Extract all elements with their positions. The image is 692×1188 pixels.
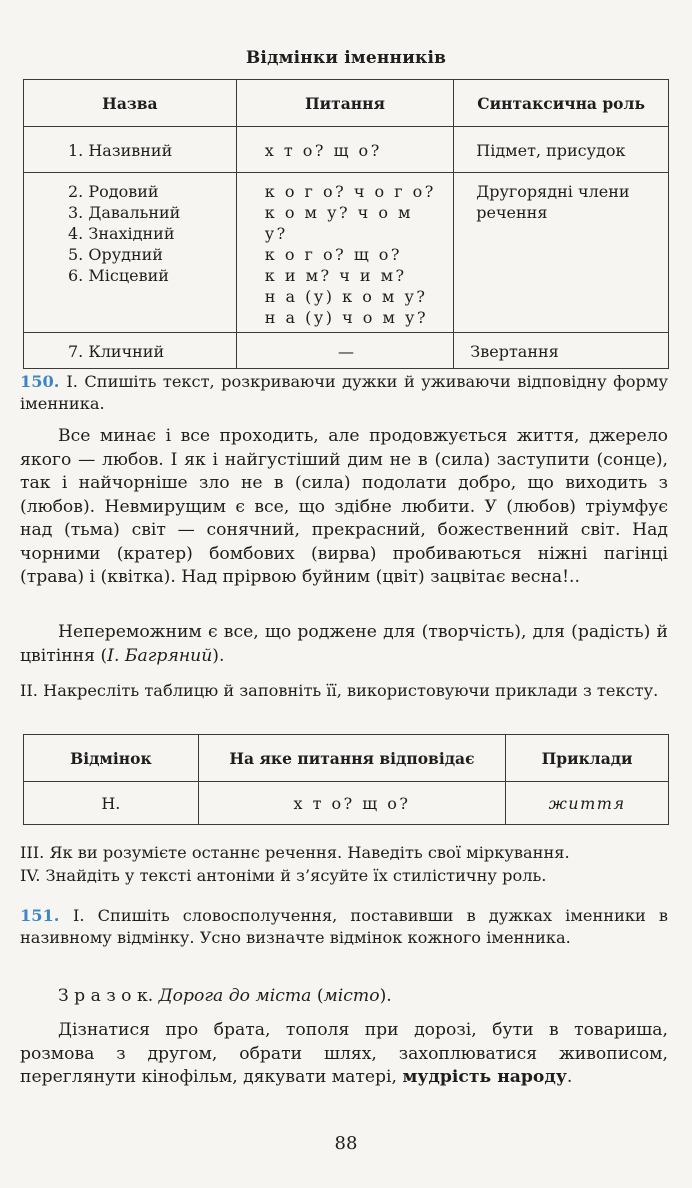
table-row <box>24 127 669 173</box>
case-question: х т о? щ о? <box>236 127 454 173</box>
case-name: 1. Називний <box>24 127 237 173</box>
header-role: Синтаксична роль <box>454 80 669 127</box>
table-header-row <box>24 735 669 782</box>
case-questions-cell <box>236 173 454 333</box>
exercise-150-task-3: ІІІ. Як ви розумієте останнє речення. Наведіть свої міркування. <box>20 843 570 862</box>
case-role: Підмет, присудок <box>454 127 669 173</box>
exercise-151-task-1 <box>20 905 668 948</box>
case-question: н а (у) к о м у? <box>264 287 428 306</box>
exercise-150-task-1 <box>20 371 668 414</box>
case-question: к о г о? щ о? <box>264 245 402 264</box>
table-row <box>24 173 669 333</box>
page-number: 88 <box>334 1133 358 1154</box>
exercise-number: 150. <box>20 372 60 391</box>
exercise-150-text-p1: Все минає і все проходить, але продовжується життя, джерело якого — любов. І як і найгустіший дим не в (сила) заступити (сонце), так і найчорніше зло не в (сила) подолати добро, що виходить з (любов). Невмирущим є все, що здібне любити. У (любов) тріумфує над (тьма) світ — сонячний, прекрасний, божественний світ. Над чорними (кратер) бомбових (вирва) пробиваються ніжні пагінці (трава) і (квітка). Над прірвою буйним (цвіт) зацвітає весна!.. <box>20 426 668 587</box>
text: Непереможним є все, що роджене для (творчість), для (радість) й цвітіння ( <box>20 622 668 666</box>
case-name: 4. Знахідний <box>68 224 175 243</box>
table-row <box>24 782 669 825</box>
case-question: н а (у) ч о м у? <box>264 308 429 327</box>
bold-text: мудрість народу <box>402 1067 567 1087</box>
case-names-cell <box>24 173 237 333</box>
case-question: — <box>236 333 454 369</box>
question-cell: х т о? щ о? <box>198 782 505 825</box>
example-table <box>23 734 669 825</box>
sample-text: Дорога до міста <box>158 986 312 1006</box>
case-question: к о г о? ч о г о? <box>264 182 436 201</box>
header-case: Відмінок <box>24 735 199 782</box>
header-examples: Приклади <box>506 735 669 782</box>
case-name: 5. Орудний <box>68 245 163 264</box>
case-role: Звертання <box>454 333 669 369</box>
case-role: Другорядні члени речення <box>454 173 669 333</box>
task-text: І. Спишіть текст, розкриваючи дужки й уживаючи відповідну форму іменника. <box>20 372 668 413</box>
exercise-151-text <box>20 1019 668 1090</box>
header-question: На яке питання відповідає <box>198 735 505 782</box>
table-header-row <box>24 80 669 127</box>
case-name: 3. Давальний <box>68 203 181 222</box>
case-cell: Н. <box>24 782 199 825</box>
exercise-number: 151. <box>20 906 60 925</box>
table-title: Відмінки іменників <box>245 48 447 68</box>
sample-label: З р а з о к. <box>58 986 154 1006</box>
cases-table <box>23 79 669 369</box>
header-name: Назва <box>24 80 237 127</box>
case-question: к и м? ч и м? <box>264 266 407 285</box>
case-name: 7. Кличний <box>24 333 237 369</box>
header-question: Питання <box>236 80 454 127</box>
text: Дізнатися про брата, тополя при дорозі, бути в товариша, розмова з другом, обрати шлях, захоплюватися живописом, переглянути кінофільм, дякувати матері, <box>20 1020 668 1087</box>
case-question: к о м у? ч о м у? <box>264 203 413 243</box>
exercise-150-text-p2 <box>20 621 668 668</box>
exercise-150-task-4: IV. Знайдіть у тексті антоніми й з’ясуйте їх стилістичну роль. <box>20 866 547 885</box>
text: ). <box>212 645 225 666</box>
exercise-151-sample: З р а з о к. Дорога до міста (місто). <box>58 986 392 1006</box>
author: І. Багряний <box>107 645 213 666</box>
text: . <box>566 1067 573 1087</box>
table-row <box>24 333 669 369</box>
sample-word: місто <box>323 986 380 1006</box>
exercise-150-task-2: ІІ. Накресліть таблицю й заповніть її, використовуючи приклади з тексту. <box>20 681 659 700</box>
task-text: І. Спишіть словосполучення, поставивши в дужках іменники в називному відмінку. Усно визначте відмінок кожного іменника. <box>20 906 668 947</box>
case-name: 6. Місцевий <box>68 266 169 285</box>
case-name: 2. Родовий <box>68 182 159 201</box>
example-cell: життя <box>506 782 669 825</box>
